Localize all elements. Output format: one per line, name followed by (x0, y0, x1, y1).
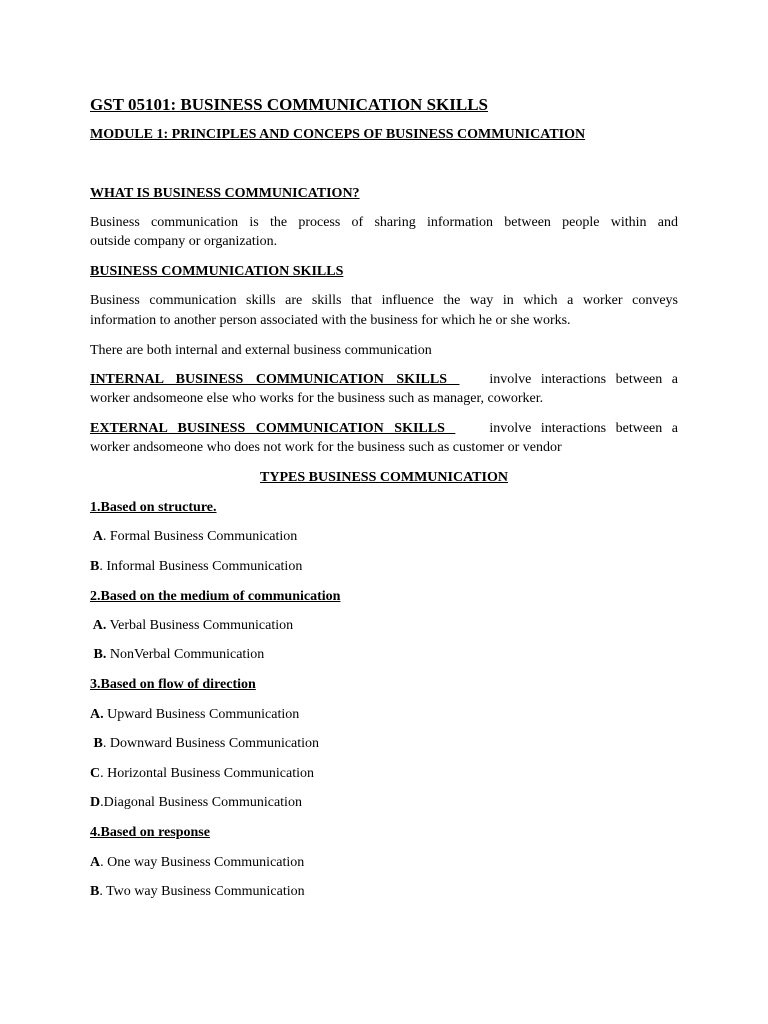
item-text: . Horizontal Business Communication (100, 766, 314, 781)
item-letter: B (90, 559, 100, 574)
what-is-line-1: Business communication is the process of sharing information between people within and (90, 215, 678, 230)
what-is-heading: WHAT IS BUSINESS COMMUNICATION? (90, 186, 360, 201)
types-heading: TYPES BUSINESS COMMUNICATION (260, 470, 508, 485)
item-letter: A (90, 529, 103, 544)
both-text: There are both internal and external business communication (90, 343, 432, 358)
item-text: Verbal Business Communication (106, 618, 294, 633)
item-letter: B (90, 884, 100, 899)
item-letter: B (90, 736, 103, 751)
list-item (90, 854, 304, 872)
external-line-2: worker andsomeone who does not work for the business such as customer or vendor (90, 440, 562, 455)
internal-line-1 (90, 371, 678, 389)
internal-rest: involve interactions between a (489, 372, 678, 387)
list-item (90, 558, 302, 576)
item-text: . Downward Business Communication (102, 736, 320, 751)
item-text: . Two way Business Communication (99, 884, 305, 899)
list-item (90, 883, 305, 901)
item-letter: D (90, 795, 101, 810)
item-text: NonVerbal Communication (106, 647, 265, 662)
item-text: Upward Business Communication (103, 707, 300, 722)
skills-line-2: information to another person associated with the business for which he or she works. (90, 313, 571, 328)
skills-line-1: Business communication skills are skills that influence the way in which a worker conveys (90, 293, 678, 308)
item-text: . Informal Business Communication (99, 559, 303, 574)
internal-term: INTERNAL BUSINESS COMMUNICATION SKILLS (90, 372, 460, 387)
item-letter: C (90, 766, 101, 781)
section-heading: 4.Based on response (90, 825, 210, 840)
skills-heading: BUSINESS COMMUNICATION SKILLS (90, 264, 344, 279)
section-heading: 1.Based on structure. (90, 500, 217, 515)
list-item (90, 765, 314, 783)
list-item (90, 617, 293, 635)
item-letter: A. (90, 707, 104, 722)
external-rest: involve interactions between a (489, 421, 678, 436)
course-title: GST 05101: BUSINESS COMMUNICATION SKILLS (90, 95, 489, 114)
item-text: . Formal Business Communication (102, 529, 298, 544)
list-item (90, 794, 302, 812)
item-letter: A (90, 855, 101, 870)
section-heading: 3.Based on flow of direction (90, 677, 256, 692)
internal-line-2: worker andsomeone else who works for the business such as manager, coworker. (90, 391, 544, 406)
item-letter: B. (90, 647, 107, 662)
item-text: . One way Business Communication (100, 855, 305, 870)
list-item (90, 528, 297, 546)
list-item (90, 735, 319, 753)
list-item (90, 706, 299, 724)
module-title: MODULE 1: PRINCIPLES AND CONCEPS OF BUSINESS COMMUNICATION (90, 127, 586, 142)
list-item (90, 646, 264, 664)
external-term: EXTERNAL BUSINESS COMMUNICATION SKILLS (90, 421, 456, 436)
section-heading: 2.Based on the medium of communication (90, 589, 341, 604)
what-is-line-2: outside company or organization. (90, 234, 278, 249)
item-letter: A. (90, 618, 107, 633)
external-line-1 (90, 420, 678, 438)
item-text: .Diagonal Business Communication (100, 795, 302, 810)
